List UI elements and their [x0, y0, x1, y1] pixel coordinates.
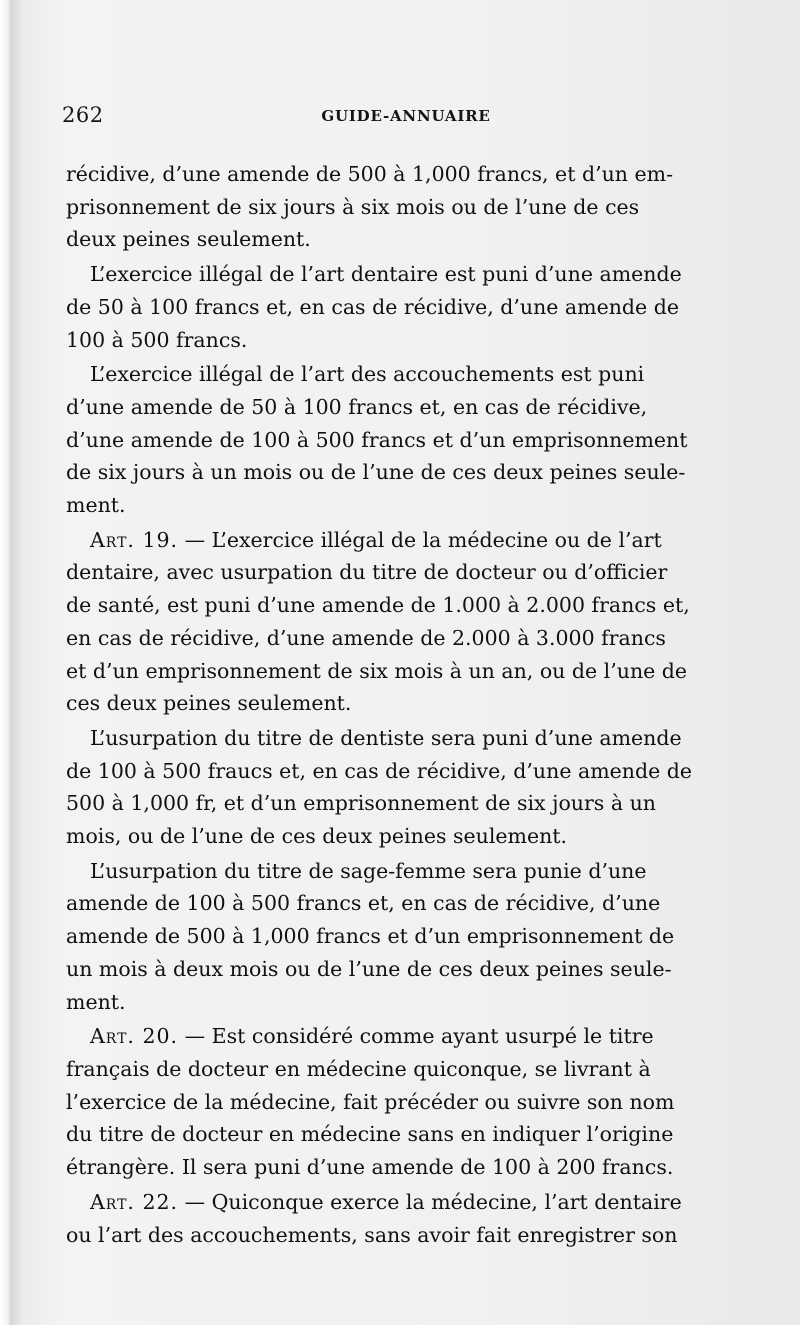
page-header	[62, 103, 750, 135]
paragraph	[66, 855, 752, 1019]
page-number: 262	[62, 103, 104, 127]
text-line: étrangère. Il sera puni d’une amende de 100 à 200 francs.	[66, 1155, 674, 1180]
text-line: deux peines seulement.	[66, 227, 311, 252]
paragraph	[66, 1186, 752, 1251]
text-line: 500 à 1,000 fr, et d’un emprisonnement de six jours à un	[66, 791, 656, 816]
text-line: ment.	[66, 989, 126, 1014]
text-line: du titre de docteur en médecine sans en indiquer l’origine	[66, 1122, 674, 1147]
text-line: ces deux peines seulement.	[66, 691, 352, 716]
text-line: prisonnement de six jours à six mois ou de l’une de ces	[66, 194, 640, 219]
article-text: — Quiconque exerce la médecine, l’art dentaire	[178, 1189, 682, 1214]
text-line: dentaire, avec usurpation du titre de docteur ou d’officier	[66, 560, 668, 585]
binding-edge	[0, 0, 12, 1325]
text-line: l’exercice de la médecine, fait précéder ou suivre son nom	[66, 1089, 675, 1114]
paragraph	[66, 524, 752, 720]
text-line: de santé, est puni d’une amende de 1.000 à 2.000 francs et,	[66, 593, 690, 618]
text-line: amende de 100 à 500 francs et, en cas de récidive, d’une	[66, 891, 661, 916]
text-line: récidive, d’une amende de 500 à 1,000 francs, et d’un em-	[66, 162, 674, 186]
article-label: Art. 19.	[90, 527, 179, 552]
text-line	[66, 1020, 752, 1053]
text-line: un mois à deux mois ou de l’une de ces deux peines seule-	[66, 956, 672, 981]
text-line: et d’un emprisonnement de six mois à un an, ou de l’une de	[66, 658, 688, 683]
text-line: d’une amende de 50 à 100 francs et, en cas de récidive,	[66, 394, 648, 419]
running-title: GUIDE-ANNUAIRE	[321, 107, 491, 125]
text-line: français de docteur en médecine quiconque, se livrant à	[66, 1056, 651, 1081]
text-line: mois, ou de l’une de ces deux peines seulement.	[66, 824, 568, 849]
paragraph	[66, 722, 752, 853]
text-line: de 100 à 500 fraucs et, en cas de récidive, d’une amende de	[66, 758, 693, 783]
article-label: Art. 22.	[90, 1189, 179, 1214]
text-line: de six jours à un mois ou de l’une de ces deux peines seule-	[66, 460, 686, 485]
text-line	[66, 524, 752, 557]
text-line: L’exercice illégal de l’art dentaire est puni d’une amende	[90, 262, 682, 287]
text-line: ment.	[66, 493, 126, 518]
text-line: 100 à 500 francs.	[66, 327, 248, 352]
text-line	[66, 1186, 752, 1219]
article-label: Art. 20.	[90, 1024, 179, 1049]
paragraph	[66, 258, 752, 356]
article-text: — Est considéré comme ayant usurpé le titre	[178, 1024, 654, 1049]
text-line: amende de 500 à 1,000 francs et d’un emprisonnement de	[66, 924, 675, 949]
text-line: de 50 à 100 francs et, en cas de récidive, d’une amende de	[66, 294, 679, 319]
text-line: L’exercice illégal de l’art des accouchements est puni	[90, 362, 645, 387]
paragraph	[66, 358, 752, 522]
paragraph	[66, 158, 752, 256]
article-text: — L’exercice illégal de la médecine ou de l’art	[178, 527, 662, 552]
text-line: ou l’art des accouchements, sans avoir fait enregistrer son	[66, 1222, 678, 1247]
paragraph	[66, 1020, 752, 1184]
page-body	[66, 158, 752, 1251]
text-line: d’une amende de 100 à 500 francs et d’un emprisonnement	[66, 427, 688, 452]
text-line: L’usurpation du titre de sage-femme sera punie d’une	[90, 858, 647, 883]
text-line: en cas de récidive, d’une amende de 2.000 à 3.000 francs	[66, 625, 666, 650]
text-line: L’usurpation du titre de dentiste sera puni d’une amende	[90, 725, 682, 750]
